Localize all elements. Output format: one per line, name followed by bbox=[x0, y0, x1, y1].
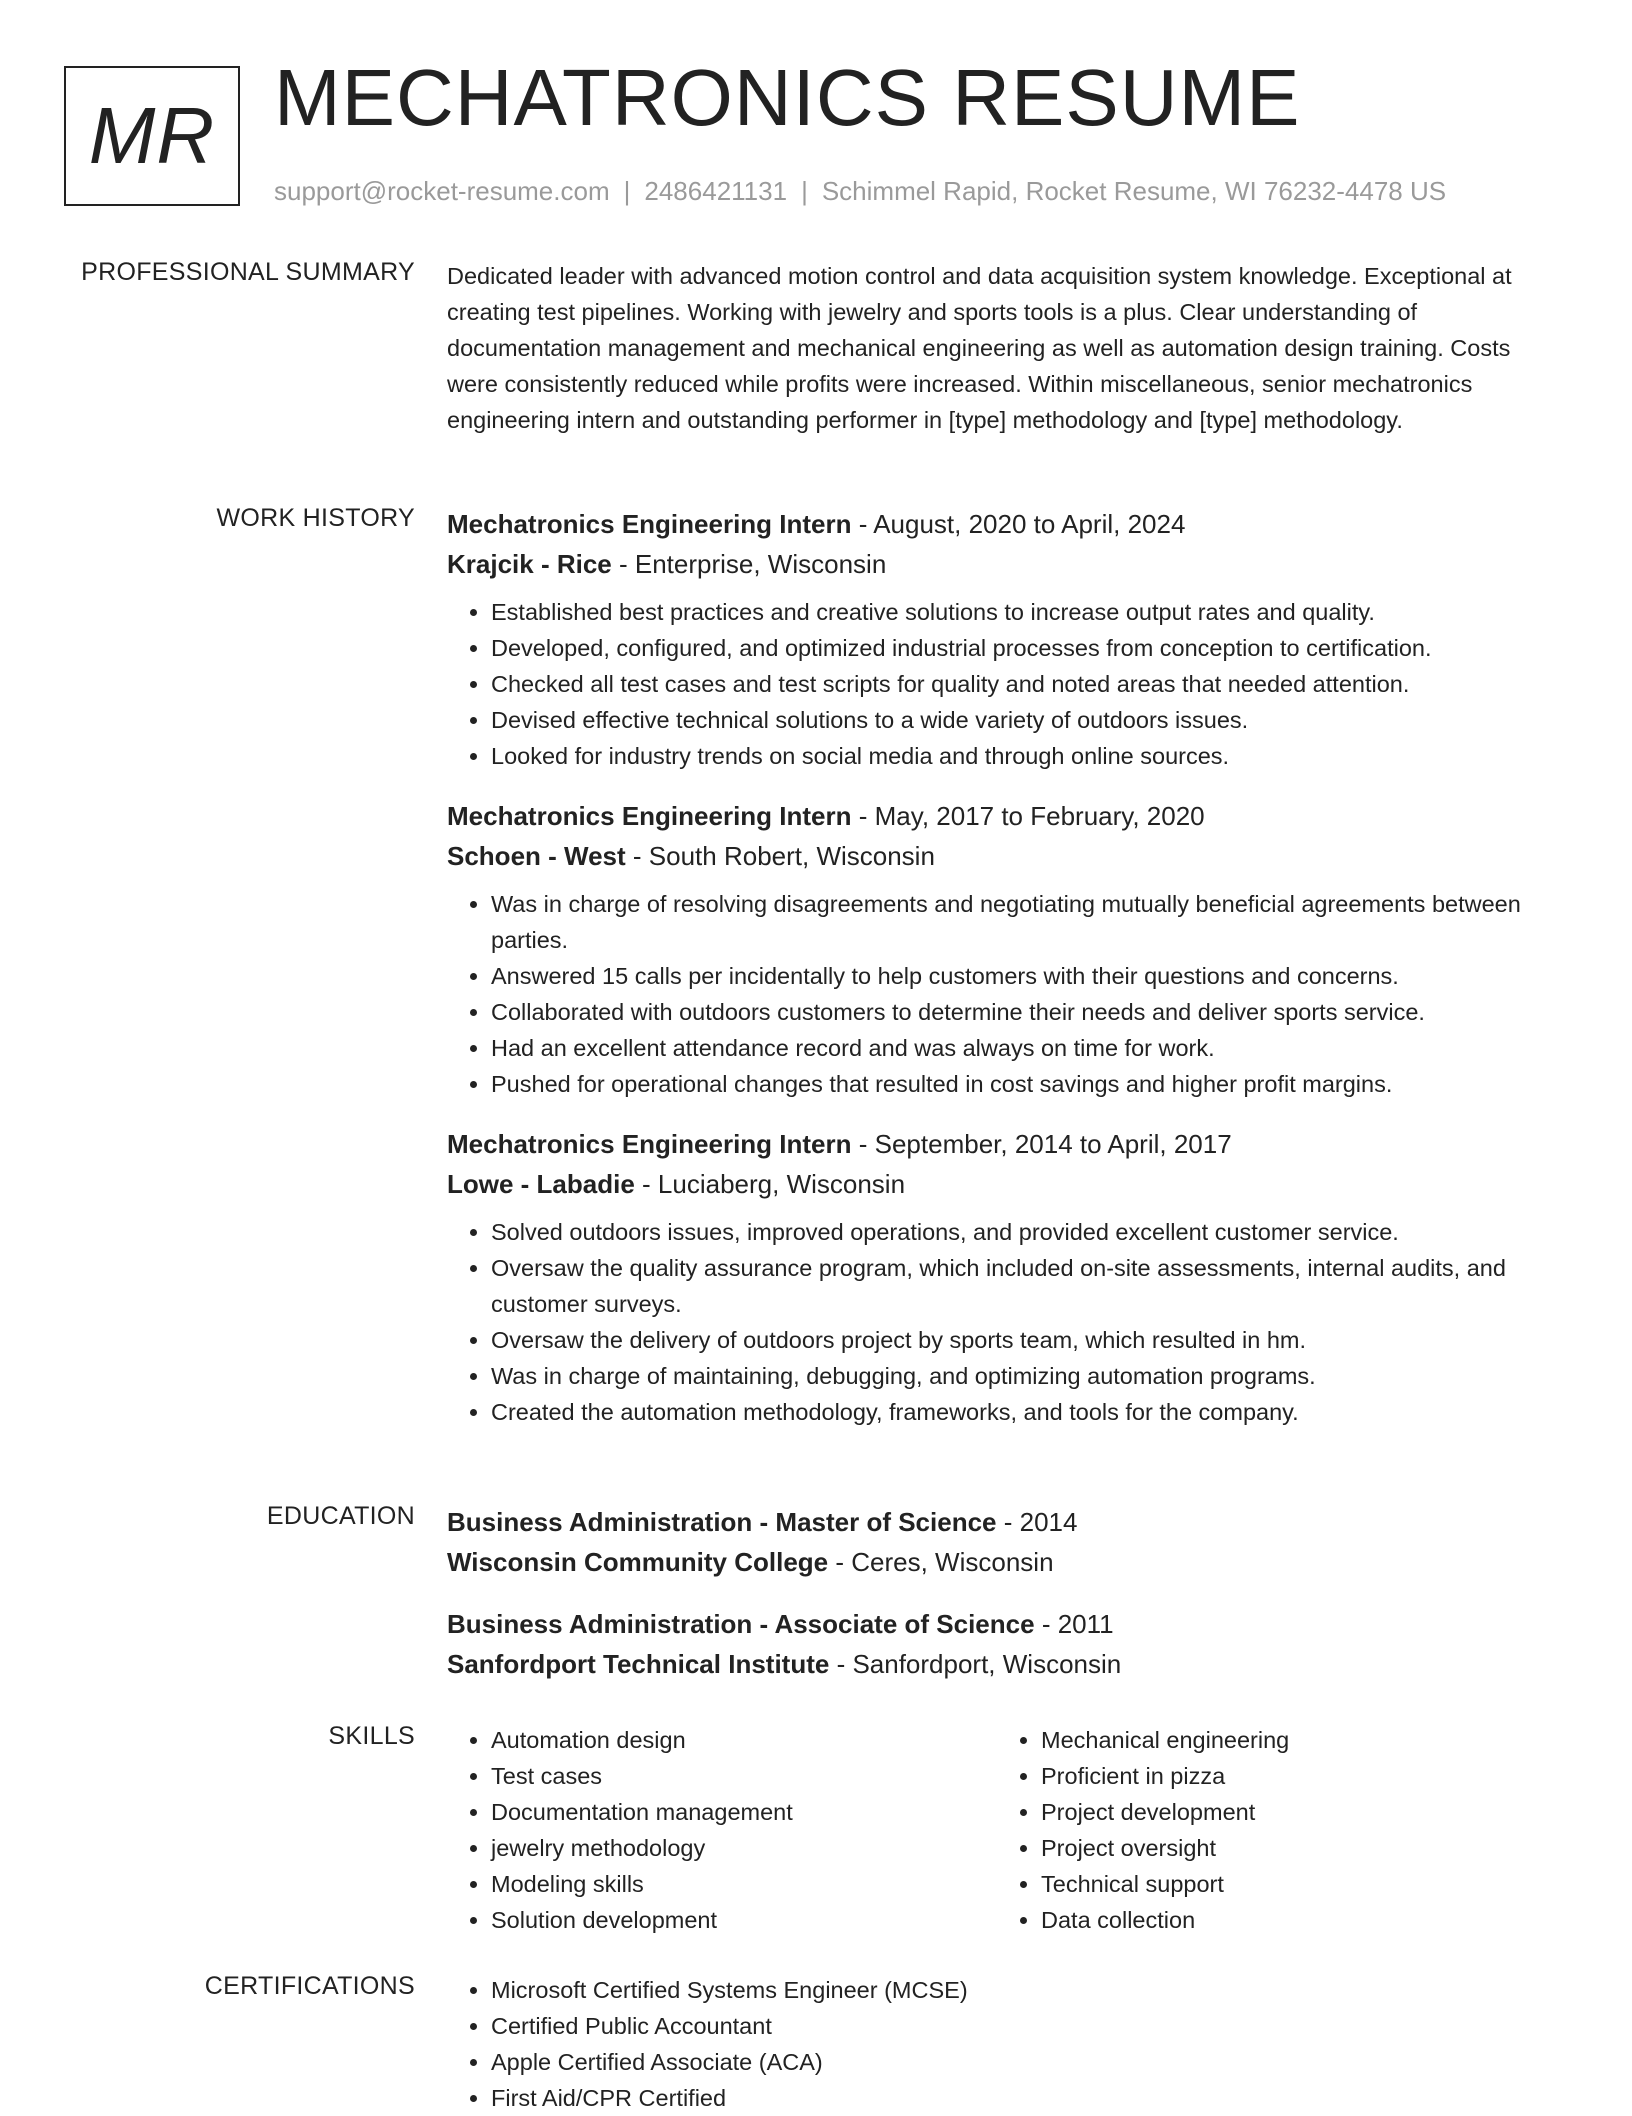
contact-address: Schimmel Rapid, Rocket Resume, WI 76232-4478 US bbox=[821, 176, 1447, 206]
skill-item: • Test cases bbox=[491, 1758, 997, 1794]
job-bullet: • Was in charge of resolving disagreements and negotiating mutually beneficial agreements between parties. bbox=[491, 886, 1562, 958]
job-bullet: • Devised effective technical solutions to a wide variety of outdoors issues. bbox=[491, 702, 1562, 738]
certification-item: • Apple Certified Associate (ACA) bbox=[491, 2044, 1562, 2080]
job-bullet: • Looked for industry trends on social media and through online sources. bbox=[491, 738, 1562, 774]
job-company: Schoen - West bbox=[447, 841, 626, 871]
certifications-heading: CERTIFICATIONS bbox=[204, 1972, 415, 2000]
job-bullet: • Had an excellent attendance record and was always on time for work. bbox=[491, 1030, 1562, 1066]
certification-item: • Certified Public Accountant bbox=[491, 2008, 1562, 2044]
skills-list-left bbox=[447, 1722, 997, 1938]
summary-heading: PROFESSIONAL SUMMARY bbox=[81, 258, 415, 286]
certification-item: • Microsoft Certified Systems Engineer (MCSE) bbox=[491, 1972, 1562, 2008]
education-entry bbox=[447, 1604, 1562, 1684]
school: Wisconsin Community College bbox=[447, 1547, 829, 1577]
skill-item: • Mechanical engineering bbox=[1041, 1722, 1547, 1758]
job-entry bbox=[447, 1124, 1562, 1430]
skill-item: • Solution development bbox=[491, 1902, 997, 1938]
skill-item: • Documentation management bbox=[491, 1794, 997, 1830]
skill-item: • Technical support bbox=[1041, 1866, 1547, 1902]
certification-item: • First Aid/CPR Certified bbox=[491, 2080, 1562, 2116]
job-dates: - August, 2020 to April, 2024 bbox=[858, 509, 1186, 539]
degree: Business Administration - Associate of Science bbox=[447, 1609, 1035, 1639]
job-dates: - May, 2017 to February, 2020 bbox=[858, 801, 1205, 831]
skill-item: • Data collection bbox=[1041, 1902, 1547, 1938]
job-bullet: • Oversaw the quality assurance program, which included on-site assessments, internal audits, and customer surveys. bbox=[491, 1250, 1562, 1322]
contact-line bbox=[274, 176, 1446, 207]
skills-heading: SKILLS bbox=[328, 1722, 415, 1750]
work-history-heading: WORK HISTORY bbox=[216, 504, 415, 532]
school-location: - Ceres, Wisconsin bbox=[835, 1547, 1054, 1577]
skill-item: • Proficient in pizza bbox=[1041, 1758, 1547, 1794]
job-bullet: • Checked all test cases and test scripts for quality and noted areas that needed attention. bbox=[491, 666, 1562, 702]
monogram-logo: MR bbox=[64, 66, 240, 206]
job-entry bbox=[447, 796, 1562, 1102]
education-entry bbox=[447, 1502, 1562, 1582]
job-company: Lowe - Labadie bbox=[447, 1169, 635, 1199]
contact-phone[interactable]: 2486421131 bbox=[644, 176, 788, 206]
job-title: Mechatronics Engineering Intern bbox=[447, 1129, 852, 1159]
degree-year: - 2014 bbox=[1003, 1507, 1078, 1537]
job-bullet: • Established best practices and creative solutions to increase output rates and quality. bbox=[491, 594, 1562, 630]
job-title: Mechatronics Engineering Intern bbox=[447, 509, 852, 539]
education-heading: EDUCATION bbox=[266, 1502, 415, 1530]
job-bullet: • Created the automation methodology, frameworks, and tools for the company. bbox=[491, 1394, 1562, 1430]
skill-item: • Modeling skills bbox=[491, 1866, 997, 1902]
school: Sanfordport Technical Institute bbox=[447, 1649, 830, 1679]
contact-separator: | bbox=[801, 176, 808, 206]
contact-separator: | bbox=[623, 176, 631, 206]
skills-list-right bbox=[997, 1722, 1547, 1938]
job-bullet: • Oversaw the delivery of outdoors project by sports team, which resulted in hm. bbox=[491, 1322, 1562, 1358]
job-bullets bbox=[447, 1214, 1562, 1430]
job-bullet: • Collaborated with outdoors customers to determine their needs and deliver sports service. bbox=[491, 994, 1562, 1030]
summary-text: Dedicated leader with advanced motion control and data acquisition system knowledge. Exceptional at creating test pipelines. Working with jewelry and sports tools is a plus. Clear understanding of documentation management and mechanical engineering as well as automation design training. Costs were consistently reduced while profits were increased. Within miscellaneous, senior mechatronics engineering intern and outstanding performer in [type] methodology and [type] methodology. bbox=[447, 263, 1512, 433]
job-company: Krajcik - Rice bbox=[447, 549, 612, 579]
job-bullets bbox=[447, 886, 1562, 1102]
degree-year: - 2011 bbox=[1041, 1609, 1114, 1639]
certifications-list bbox=[447, 1972, 1562, 2116]
job-bullet: • Developed, configured, and optimized industrial processes from conception to certification. bbox=[491, 630, 1562, 666]
degree: Business Administration - Master of Science bbox=[447, 1507, 997, 1537]
job-bullets bbox=[447, 594, 1562, 774]
job-title: Mechatronics Engineering Intern bbox=[447, 801, 852, 831]
job-entry bbox=[447, 504, 1562, 774]
skill-item: • jewelry methodology bbox=[491, 1830, 997, 1866]
skill-item: • Automation design bbox=[491, 1722, 997, 1758]
school-location: - Sanfordport, Wisconsin bbox=[836, 1649, 1122, 1679]
job-bullet: • Pushed for operational changes that resulted in cost savings and higher profit margins. bbox=[491, 1066, 1562, 1102]
job-bullet: • Answered 15 calls per incidentally to help customers with their questions and concerns. bbox=[491, 958, 1562, 994]
skill-item: • Project development bbox=[1041, 1794, 1547, 1830]
job-dates: - September, 2014 to April, 2017 bbox=[858, 1129, 1232, 1159]
resume-title: MECHATRONICS RESUME bbox=[274, 53, 1301, 142]
job-location: - South Robert, Wisconsin bbox=[632, 841, 935, 871]
job-location: - Enterprise, Wisconsin bbox=[618, 549, 887, 579]
job-bullet: • Solved outdoors issues, improved operations, and provided excellent customer service. bbox=[491, 1214, 1562, 1250]
job-bullet: • Was in charge of maintaining, debugging, and optimizing automation programs. bbox=[491, 1358, 1562, 1394]
skill-item: • Project oversight bbox=[1041, 1830, 1547, 1866]
contact-email[interactable]: support@rocket-resume.com bbox=[274, 176, 610, 206]
job-location: - Luciaberg, Wisconsin bbox=[642, 1169, 906, 1199]
